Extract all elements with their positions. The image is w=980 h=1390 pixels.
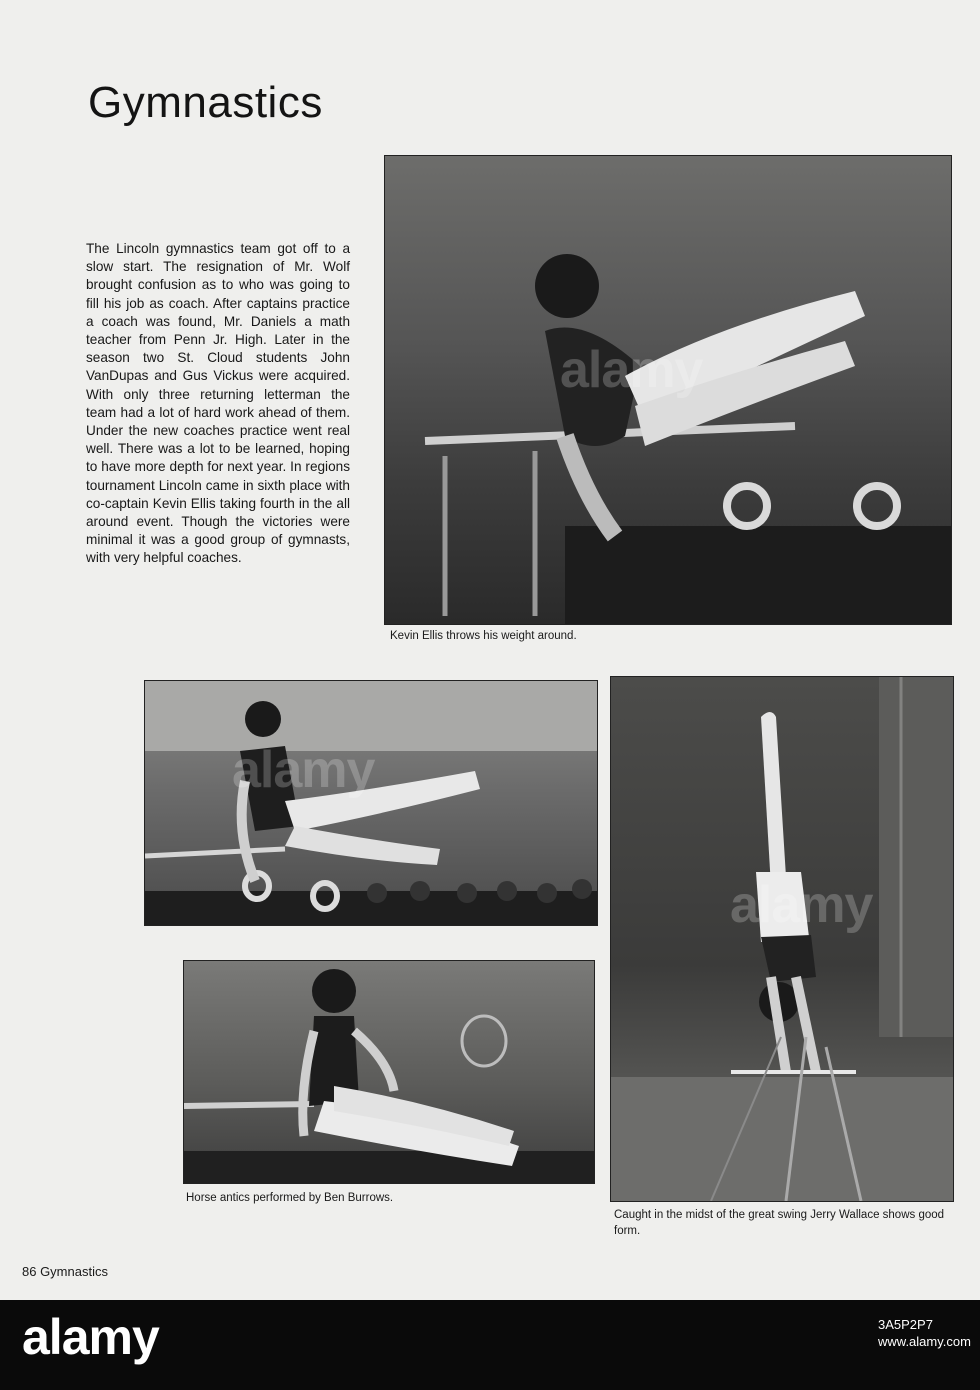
photo-kevin-ellis-image: [385, 156, 951, 624]
stock-footer: [0, 1300, 980, 1390]
caption-jerry-wallace: Caught in the midst of the great swing Jerry Wallace shows good form.: [614, 1209, 945, 1237]
stock-image-id: [878, 1316, 971, 1350]
watermark-top: alamy: [560, 341, 703, 399]
photo-pommel-horse-middle: [144, 680, 598, 926]
watermark-left: alamy: [232, 741, 375, 799]
caption-kevin-ellis: Kevin Ellis throws his weight around.: [390, 630, 577, 642]
image-id: 3A5P2P7: [878, 1317, 933, 1332]
article-body: The Lincoln gymnastics team got off to a slow start. The resignation of Mr. Wolf brought confusion as to who was going to fill his job as coach. After captains practice a coach was found, Mr. Daniels a math teacher from Penn Jr. High. Later in the season two St. Cloud students John VanDupas and Gus Vickus were acquired. With only three returning letterman the team had a lot of hard work ahead of them. Under the new coaches practice went real well. There was a lot to be learned, hoping to have more depth for next year. In regions tournament Lincoln came in sixth place with co-captain Kevin Ellis taking fourth in the all around event. Though the victories were minimal it was a good group of gymnasts, with very helpful coaches.: [86, 241, 350, 566]
photo-jerry-wallace-image: [611, 677, 953, 1201]
photo-ben-burrows-image: [184, 961, 594, 1183]
page-title: Gymnastics: [88, 78, 323, 127]
alamy-logo: alamy: [22, 1309, 159, 1365]
photo-kevin-ellis: [384, 155, 952, 625]
photo-ben-burrows: [183, 960, 595, 1184]
caption-ben-burrows: Horse antics performed by Ben Burrows.: [186, 1192, 394, 1204]
watermark-right: alamy: [730, 876, 873, 934]
site-url: www.alamy.com: [878, 1334, 971, 1349]
photo-pommel-horse-middle-image: [145, 681, 597, 925]
photo-jerry-wallace: [610, 676, 954, 1202]
page-folio: 86 Gymnastics: [22, 1264, 108, 1279]
